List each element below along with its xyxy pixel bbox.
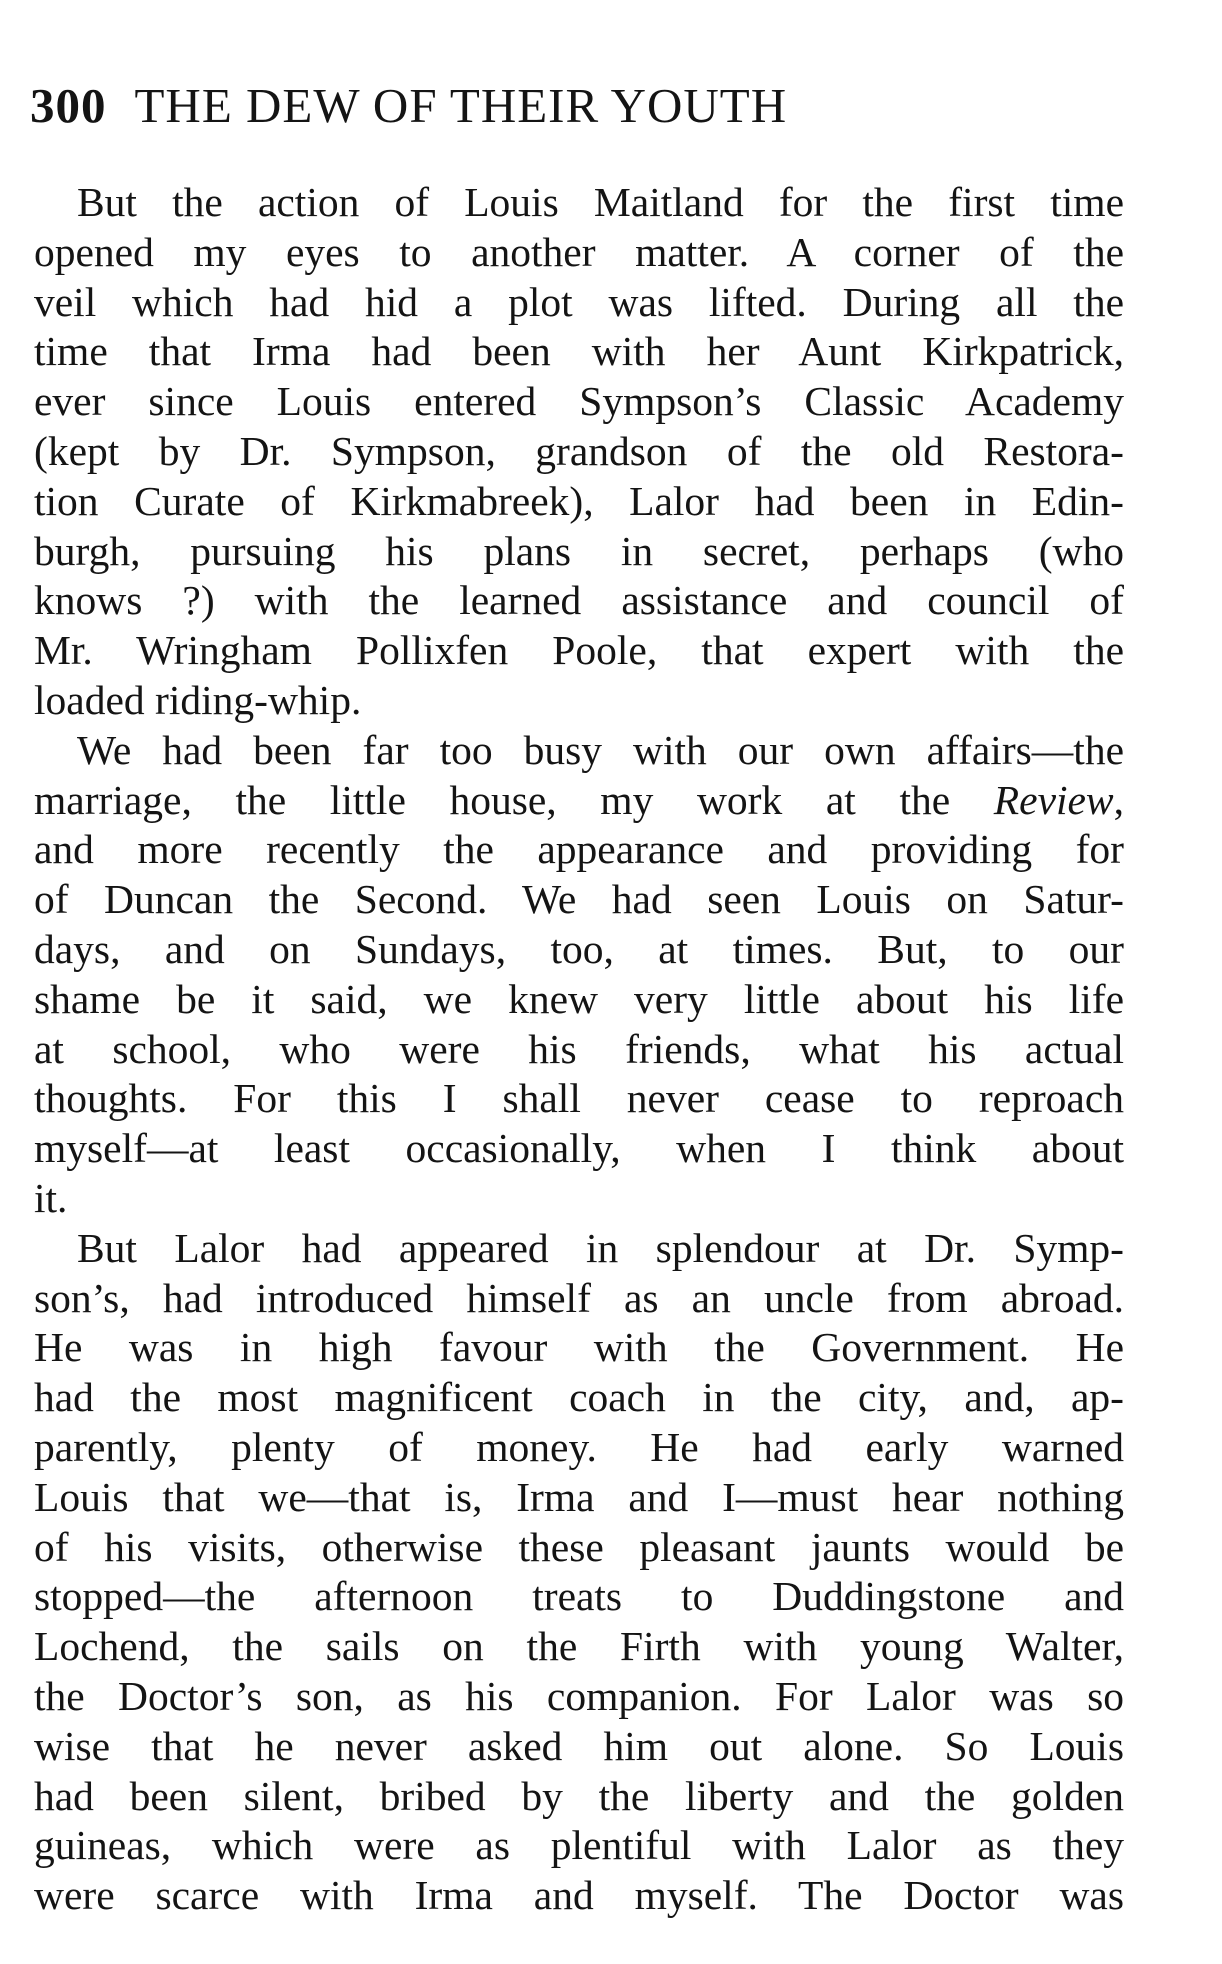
text-line: had the most magnificent coach in the city, and, ap- bbox=[34, 1374, 1124, 1421]
text-line: ever since Louis entered Sympson’s Classic Academy bbox=[34, 378, 1124, 425]
paragraph bbox=[34, 178, 1124, 726]
text-line: Mr. Wringham Pollixfen Poole, that expert with the bbox=[34, 627, 1124, 674]
text-line: burgh, pursuing his plans in secret, perhaps (who bbox=[34, 527, 1124, 574]
text-line: thoughts. For this I shall never cease to reproach bbox=[34, 1075, 1124, 1122]
text-line bbox=[34, 776, 1124, 826]
text-line: tion Curate of Kirkmabreek), Lalor had been in Edin- bbox=[34, 477, 1124, 524]
text-line: of his visits, otherwise these pleasant jaunts would be bbox=[34, 1523, 1124, 1570]
text-line: time that Irma had been with her Aunt Kirkpatrick, bbox=[34, 328, 1124, 375]
text-run: , bbox=[1113, 776, 1124, 823]
text-line: We had been far too busy with our own affairs—the bbox=[77, 726, 1124, 773]
text-line: and more recently the appearance and providing for bbox=[34, 826, 1124, 873]
text-line: stopped—the afternoon treats to Duddingstone and bbox=[34, 1573, 1124, 1620]
text-line: son’s, had introduced himself as an uncle from abroad. bbox=[34, 1274, 1124, 1321]
body-text bbox=[34, 178, 1124, 1921]
text-line: guineas, which were as plentiful with Lalor as they bbox=[34, 1822, 1124, 1869]
text-line: Louis that we—that is, Irma and I—must hear nothing bbox=[34, 1473, 1124, 1520]
text-line: at school, who were his friends, what his actual bbox=[34, 1025, 1124, 1072]
text-line: it. bbox=[34, 1174, 68, 1221]
text-line: myself—at least occasionally, when I think about bbox=[34, 1125, 1124, 1172]
text-line: shame be it said, we knew very little about his life bbox=[34, 975, 1124, 1022]
text-run: marriage, the little house, my work at the bbox=[34, 776, 994, 823]
running-title: THE DEW OF THEIR YOUTH bbox=[134, 78, 788, 133]
italic-title: Review bbox=[993, 776, 1114, 823]
text-line: He was in high favour with the Government. He bbox=[34, 1324, 1124, 1371]
text-line: days, and on Sundays, too, at times. But, to our bbox=[34, 925, 1124, 972]
page-number: 300 bbox=[30, 78, 107, 133]
running-head bbox=[30, 76, 1030, 136]
text-line: the Doctor’s son, as his companion. For Lalor was so bbox=[34, 1672, 1124, 1719]
paragraph bbox=[34, 1224, 1124, 1921]
text-line: (kept by Dr. Sympson, grandson of the old Restora- bbox=[34, 427, 1124, 474]
paragraph bbox=[34, 726, 1124, 1224]
text-line: knows ?) with the learned assistance and council of bbox=[34, 577, 1124, 624]
text-line: were scarce with Irma and myself. The Doctor was bbox=[34, 1872, 1124, 1919]
text-line: But the action of Louis Maitland for the first time bbox=[77, 179, 1124, 225]
text-line: parently, plenty of money. He had early warned bbox=[34, 1423, 1124, 1470]
text-line: of Duncan the Second. We had seen Louis on Satur- bbox=[34, 876, 1124, 923]
text-line: opened my eyes to another matter. A corner of the bbox=[34, 228, 1124, 275]
text-line: loaded riding-whip. bbox=[34, 676, 362, 723]
text-line: had been silent, bribed by the liberty and the golden bbox=[34, 1772, 1124, 1819]
text-line: But Lalor had appeared in splendour at Dr. Symp- bbox=[77, 1224, 1124, 1271]
text-line: veil which had hid a plot was lifted. During all the bbox=[34, 278, 1124, 325]
text-line: wise that he never asked him out alone. So Louis bbox=[34, 1722, 1124, 1769]
text-line: Lochend, the sails on the Firth with young Walter, bbox=[34, 1623, 1124, 1670]
